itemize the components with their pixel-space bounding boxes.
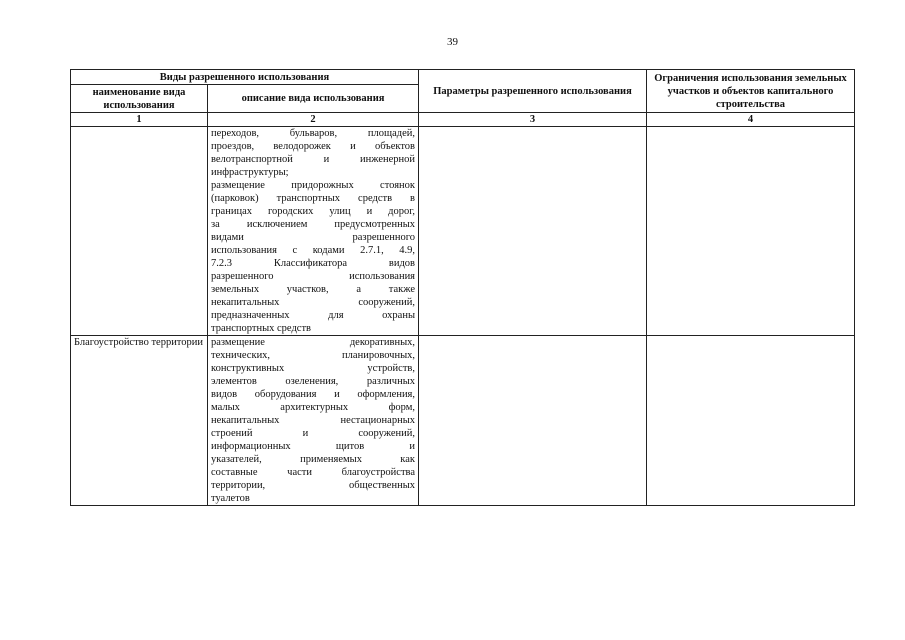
description-line: туалетов xyxy=(211,493,250,504)
column-number-4: 4 xyxy=(647,113,855,127)
description-line: элементов озеленения, различных xyxy=(211,376,416,387)
description-line: территории, общественных xyxy=(211,480,416,491)
description-line: предназначенных для охраны xyxy=(211,310,416,321)
header-use-name: наименование вида использования xyxy=(71,85,208,113)
use-name-cell: Благоустройство территории xyxy=(71,336,208,506)
description-line: проездов, велодорожек и объектов xyxy=(211,141,416,152)
description-line: инфраструктуры; xyxy=(211,167,289,178)
description-line: транспортных средств xyxy=(211,323,312,334)
land-use-table xyxy=(70,69,855,506)
description-line: размещение придорожных стоянок xyxy=(211,180,416,191)
header-restrictions: Ограничения использования земельных участков и объектов капитального строительства xyxy=(647,70,855,113)
page-number: 39 xyxy=(447,36,458,48)
table-row xyxy=(71,336,855,506)
header-use-description: описание вида использования xyxy=(208,85,419,113)
use-description-cell xyxy=(208,127,419,336)
description-line: земельных участков, а также xyxy=(211,284,416,295)
use-description-cell xyxy=(208,336,419,506)
restrictions-cell xyxy=(647,127,855,336)
description-line: строений и сооружений, xyxy=(211,428,416,439)
description-line: малых архитектурных форм, xyxy=(211,402,416,413)
description-line: (парковок) транспортных средств в xyxy=(211,193,416,204)
description-line: переходов, бульваров, площадей, xyxy=(211,128,416,139)
use-name-cell xyxy=(71,127,208,336)
description-line: информационных щитов и xyxy=(211,441,416,452)
description-line: видов оборудования и оформления, xyxy=(211,389,416,400)
description-line: указателей, применяемых как xyxy=(211,454,416,465)
header-permitted-use-types: Виды разрешенного использования xyxy=(71,70,419,85)
description-line: за исключением предусмотренных xyxy=(211,219,416,230)
description-line: некапитальных сооружений, xyxy=(211,297,416,308)
column-number-2: 2 xyxy=(208,113,419,127)
description-line: велотранспортной и инженерной xyxy=(211,154,416,165)
table-row xyxy=(71,127,855,336)
description-line: 7.2.3 Классификатора видов xyxy=(211,258,416,269)
description-line: некапитальных нестационарных xyxy=(211,415,416,426)
restrictions-cell xyxy=(647,336,855,506)
description-line: границах городских улиц и дорог, xyxy=(211,206,416,217)
parameters-cell xyxy=(419,336,647,506)
description-line: разрешенного использования xyxy=(211,271,416,282)
column-number-3: 3 xyxy=(419,113,647,127)
description-line: видами разрешенного xyxy=(211,232,416,243)
description-line: размещение декоративных, xyxy=(211,337,416,348)
description-line: составные части благоустройства xyxy=(211,467,416,478)
description-line: конструктивных устройств, xyxy=(211,363,416,374)
header-parameters: Параметры разрешенного использования xyxy=(419,70,647,113)
description-line: технических, планировочных, xyxy=(211,350,416,361)
column-number-1: 1 xyxy=(71,113,208,127)
description-line: использования с кодами 2.7.1, 4.9, xyxy=(211,245,416,256)
parameters-cell xyxy=(419,127,647,336)
